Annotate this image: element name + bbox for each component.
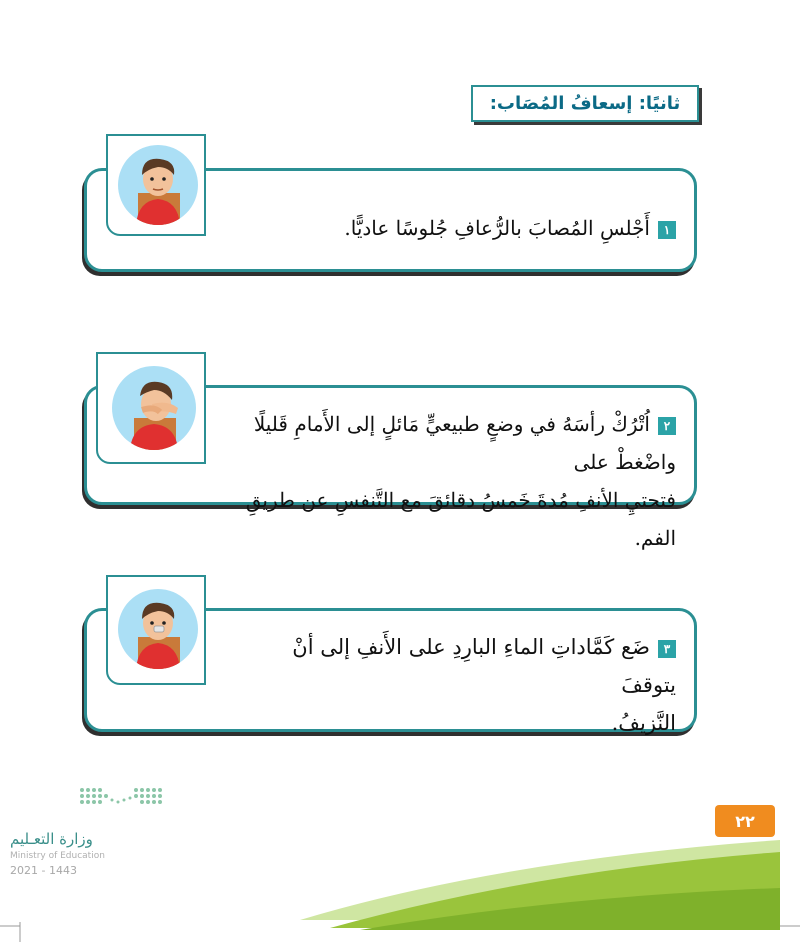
- section-heading: ثانيًا: إسعافُ المُصَاب:: [489, 93, 681, 114]
- step-2-line-1-content: اُتْرُكْ رأسَهُ في وضعٍ طبيعيٍّ مَائلٍ إلى الأَمامِ قَليلًا واضْغطْ على: [253, 412, 676, 474]
- illustration-frame-3: [106, 575, 206, 685]
- ministry-year: 2021 - 1443: [10, 864, 77, 877]
- step-2-text: [214, 405, 676, 557]
- step-2-line-1: [214, 405, 676, 481]
- step-1-content: أَجْلسِ المُصابَ بالرُّعافِ جُلوسًا عاديًّا.: [344, 216, 650, 240]
- step-3-number: ٣: [658, 640, 676, 658]
- page-number: ٢٢: [715, 805, 775, 837]
- step-2-line-2: فتحتيِ الأنفِ مُدةَ خَمسُ دقائقَ مع التَّنفسِ عن طريقِ الفم.: [245, 488, 676, 550]
- illustration-frame-1: [106, 134, 206, 236]
- section-heading-box: [471, 85, 699, 122]
- step-1-text: [250, 209, 676, 247]
- illustration-frame-2: [96, 352, 206, 464]
- step-3-text: [250, 628, 676, 742]
- boy-pinching-nose-illustration: [112, 366, 196, 450]
- step-3-line-2: النَّزيفُ.: [611, 711, 676, 735]
- step-2-number: ٢: [658, 417, 676, 435]
- step-1-number: ١: [658, 221, 676, 239]
- decorative-swoosh: [0, 800, 800, 942]
- step-3-line-1: [250, 628, 676, 704]
- ministry-name-english: Ministry of Education: [10, 851, 105, 861]
- ministry-name-arabic: وزارة التعـليم: [10, 830, 93, 848]
- boy-sitting-illustration: [118, 145, 198, 225]
- boy-cold-compress-illustration: [118, 589, 198, 669]
- step-3-line-1-content: ضَع كَمَّاداتِ الماءِ البارِدِ على الأَنفِ إلى أنْ يتوقفَ: [292, 635, 676, 697]
